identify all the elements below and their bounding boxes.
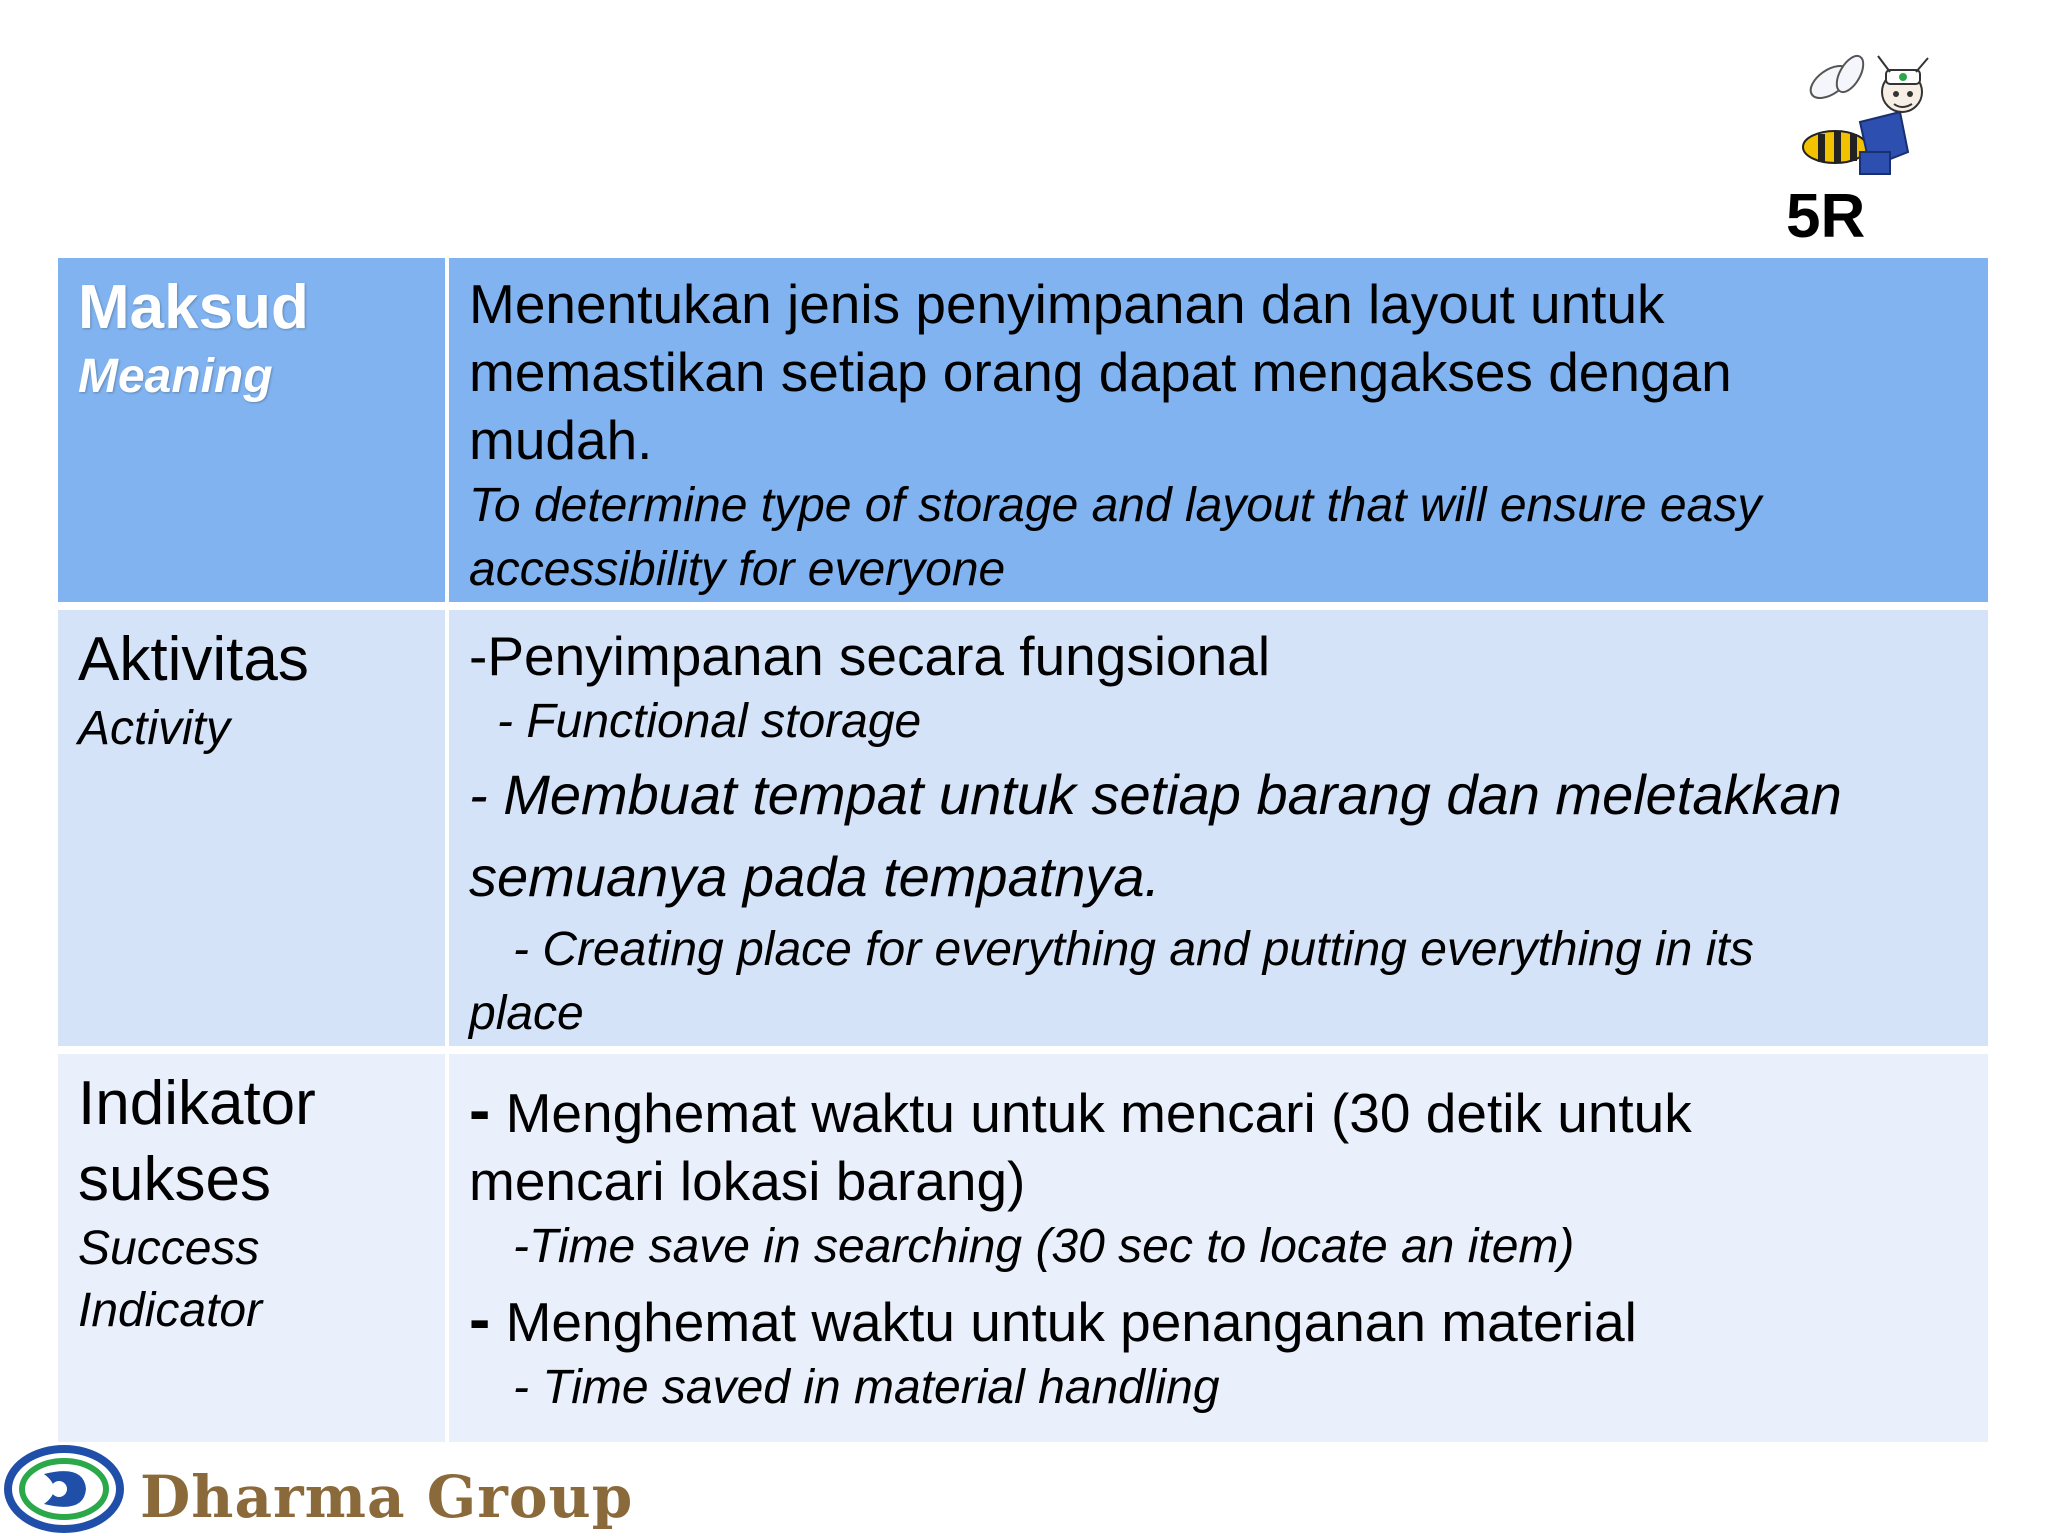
content-line xyxy=(469,1285,1968,1356)
table-row-success-indicator xyxy=(58,1050,1988,1442)
content-line: semuanya pada tempatnya. xyxy=(469,845,1161,908)
row-label-cell xyxy=(58,1050,447,1442)
content-line-en: - Creating place for everything and putting everything in its xyxy=(513,923,1754,976)
row-content-cell xyxy=(447,606,1988,1050)
content-text: Menghemat waktu untuk mencari (30 detik untuk xyxy=(505,1082,1692,1144)
row-label-en: Success xyxy=(78,1222,260,1275)
dharma-group-logo-icon xyxy=(4,1444,124,1534)
content-line xyxy=(469,1076,1968,1147)
content-line: mudah. xyxy=(469,409,653,471)
content-line: - Membuat tempat untuk setiap barang dan meletakkan xyxy=(469,763,1842,826)
bullet-dash: - xyxy=(469,1283,491,1355)
content-line: mencari lokasi barang) xyxy=(469,1150,1026,1212)
content-line: memastikan setiap orang dapat mengakses dengan xyxy=(469,341,1732,403)
badge-5r: 5R xyxy=(1786,182,1866,251)
bee-mascot-icon xyxy=(1790,52,1940,182)
content-line-en: accessibility for everyone xyxy=(469,543,1006,596)
content-line-en: To determine type of storage and layout that will ensure easy xyxy=(469,479,1762,532)
content-line: Menentukan jenis penyimpanan dan layout untuk xyxy=(469,273,1665,335)
row-label: Aktivitas xyxy=(78,625,309,694)
table-row-activity xyxy=(58,606,1988,1050)
row-label: Maksud xyxy=(78,273,309,342)
content-line-en: place xyxy=(469,987,584,1040)
row-label: sukses xyxy=(78,1145,271,1214)
table-row-meaning xyxy=(58,258,1988,606)
content-table xyxy=(58,258,1988,1442)
content-line: -Penyimpanan secara fungsional xyxy=(469,625,1271,687)
row-label: Indikator xyxy=(78,1069,316,1138)
bullet-dash: - xyxy=(469,1074,491,1146)
row-label-en: Activity xyxy=(78,702,231,755)
row-content-cell xyxy=(447,258,1988,606)
content-line-en: - Time saved in material handling xyxy=(513,1361,1220,1414)
content-line-en: -Time save in searching (30 sec to locate an item) xyxy=(513,1220,1575,1273)
row-label-cell xyxy=(58,258,447,606)
company-name: Dharma Group xyxy=(140,1463,634,1531)
content-line-en: - Functional storage xyxy=(497,695,922,748)
content-text: Menghemat waktu untuk penanganan material xyxy=(505,1291,1637,1353)
row-content-cell xyxy=(447,1050,1988,1442)
row-label-en: Indicator xyxy=(78,1284,263,1337)
row-label-cell xyxy=(58,606,447,1050)
row-label-en: Meaning xyxy=(78,350,273,403)
